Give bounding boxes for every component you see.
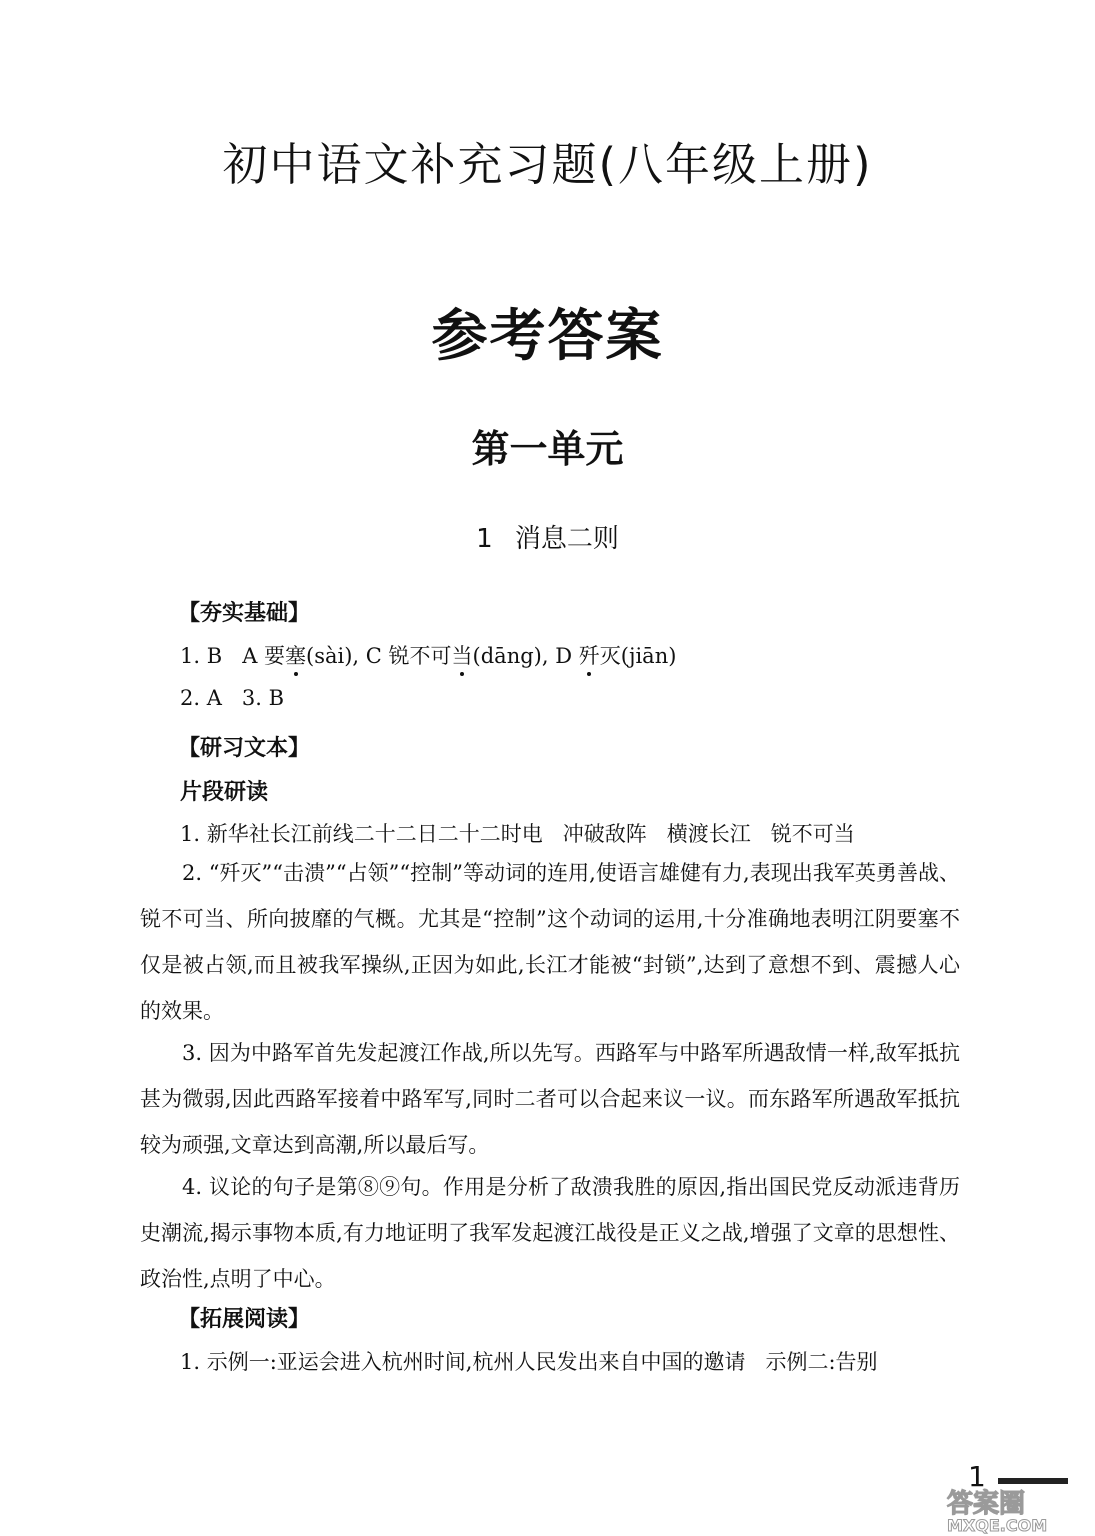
study-answer-4: 4. 议论的句子是第⑧⑨句。作用是分析了敌溃我胜的原因,指出国民党反动派违背历史潮流,揭示事物本质,有力地证明了我军发起渡江战役是正义之战,增强了文章的思想性、政治性,点明了中心。: [140, 1175, 960, 1291]
page-number: 1: [968, 1460, 986, 1493]
dotted-char: 当: [452, 644, 473, 668]
basics-q1-num: 1. B: [180, 644, 223, 668]
section-basics: 【夯实基础】: [178, 601, 311, 626]
basics-q1-d-post: 灭(jiān): [599, 644, 677, 668]
basics-q1-a-pre: A 要: [242, 644, 286, 668]
watermark-logo-text: 答案圈: [947, 1489, 1026, 1519]
basics-q1-d-pre: D: [555, 644, 579, 668]
emphasis-dot: [294, 672, 298, 676]
study-answer-3: 3. 因为中路军首先发起渡江作战,所以先写。西路军与中路军所遇敌情一样,敌军抵抗甚为微弱,因此西路军接着中路军写,同时二者可以合起来议一议。而东路军所遇敌军抵抗较为顽强,文章达到高潮,所以最后写。: [140, 1041, 960, 1157]
lesson-number: 1: [476, 524, 493, 554]
basics-answer-2-3: 2. A 3. B: [180, 686, 285, 710]
watermark-logo: [935, 1484, 1085, 1534]
lesson-title: [0, 518, 1095, 555]
lesson-name: 消息二则: [514, 524, 619, 554]
basics-q1-a-post: (sài),: [306, 644, 360, 668]
basics-q1-c-pre: C 锐不可: [365, 644, 452, 668]
watermark-url: MXQE.COM: [947, 1516, 1048, 1534]
section-extend: 【拓展阅读】: [178, 1307, 311, 1332]
basics-answer-1: [180, 640, 676, 670]
basics-q1-c-post: (dāng),: [472, 644, 549, 668]
book-title: 初中语文补充习题(八年级上册): [222, 138, 873, 191]
answer-title: 参考答案: [431, 304, 664, 369]
study-answer-2: 2. “歼灭”“击溃”“占领”“控制”等动词的连用,使语言雄健有力,表现出我军英勇善战、锐不可当、所向披靡的气概。尤其是“控制”这个动词的运用,十分准确地表明江阴要塞不仅是被占领,而且被我军操纵,正因为如此,长江才能被“封锁”,达到了意想不到、震撼人心的效果。: [140, 861, 960, 1023]
dotted-char: 歼: [579, 644, 600, 668]
extend-answer-1: 1. 示例一:亚运会进入杭州时间,杭州人民发出来自中国的邀请 示例二:告别: [180, 1350, 878, 1374]
excerpt-heading: 片段研读: [180, 780, 269, 805]
emphasis-dot: [587, 672, 591, 676]
study-answer-1: 1. 新华社长江前线二十二日二十二时电 冲破敌阵 横渡长江 锐不可当: [180, 822, 855, 846]
dotted-char: 塞: [285, 644, 306, 668]
section-study: 【研习文本】: [178, 736, 311, 761]
unit-title: 第一单元: [471, 426, 624, 471]
emphasis-dot: [460, 672, 464, 676]
